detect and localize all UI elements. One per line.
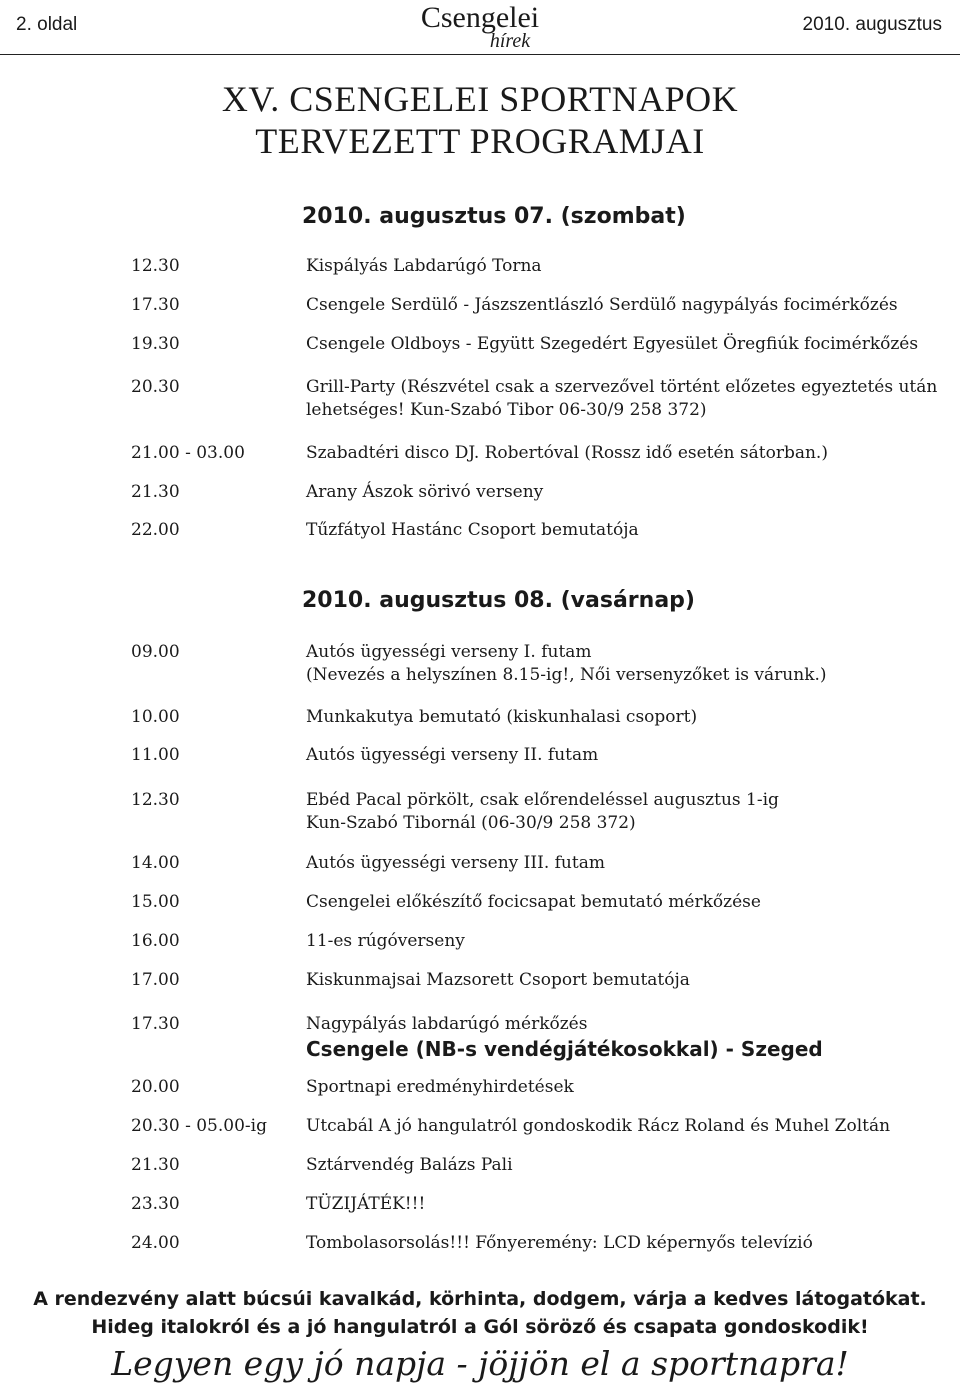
event-description <box>306 1013 936 1061</box>
event-description-line: Kiskunmajsai Mazsorett Csoport bemutatója <box>306 970 690 990</box>
event-description-line: Csengele Serdülő - Jászszentlászló Serdülő nagypályás focimérkőzés <box>306 295 898 315</box>
event-description-line: Ebéd Pacal pörkölt, csak előrendeléssel augusztus 1-ig <box>306 790 779 810</box>
event-description <box>306 969 936 992</box>
event-description <box>306 641 936 687</box>
issue-date: 2010. augusztus <box>802 14 942 35</box>
event-highlight: Csengele (NB-s vendégjátékosokkal) - Szeged <box>306 1037 823 1061</box>
event-description-line: Tűzfátyol Hastánc Csoport bemutatója <box>306 520 639 540</box>
event-description-line: Grill-Party (Részvétel csak a szervezővel történt előzetes egyeztetés után <box>306 377 938 397</box>
event-description <box>306 891 936 914</box>
event-time: 14.00 <box>131 853 180 873</box>
event-time: 17.30 <box>131 295 180 315</box>
event-description <box>306 1193 936 1216</box>
event-description <box>306 1154 936 1177</box>
event-description <box>306 333 936 356</box>
event-description <box>306 1076 936 1099</box>
event-description <box>306 481 936 504</box>
event-time: 21.30 <box>131 1155 180 1175</box>
event-description-line: Autós ügyességi verseny II. futam <box>306 745 599 765</box>
event-time: 20.00 <box>131 1077 180 1097</box>
footer-slogan: Legyen egy jó napja - jöjjön el a sportnapra! <box>111 1344 849 1383</box>
event-description <box>306 376 936 422</box>
event-time: 24.00 <box>131 1233 180 1253</box>
event-description-line: Kun-Szabó Tibornál (06-30/9 258 372) <box>306 813 636 833</box>
event-description-line: Munkakutya bemutató (kiskunhalasi csoport) <box>306 707 698 727</box>
event-description-line: 11-es rúgóverseny <box>306 931 465 951</box>
day-heading: 2010. augusztus 07. (szombat) <box>302 204 686 229</box>
event-time: 15.00 <box>131 892 180 912</box>
event-description <box>306 706 936 729</box>
event-description-line: TÜZIJÁTÉK!!! <box>306 1194 426 1214</box>
event-description <box>306 255 936 278</box>
footer-line-2: Hideg italokról és a jó hangulatról a Gól söröző és csapata gondoskodik! <box>91 1316 869 1338</box>
event-time: 11.00 <box>131 745 180 765</box>
event-description <box>306 519 936 542</box>
footer-line-1: A rendezvény alatt búcsúi kavalkád, körhinta, dodgem, várja a kedves látogatókat. <box>33 1288 927 1310</box>
event-description-line: (Nevezés a helyszínen 8.15-ig!, Női versenyzőket is várunk.) <box>306 665 827 685</box>
event-time: 23.30 <box>131 1194 180 1214</box>
event-time: 20.30 - 05.00-ig <box>131 1116 267 1136</box>
logo-subtitle: hírek <box>489 30 531 52</box>
event-description-line: Autós ügyességi verseny I. futam <box>306 642 592 662</box>
event-description-line: Sztárvendég Balázs Pali <box>306 1155 513 1175</box>
event-time: 20.30 <box>131 377 180 397</box>
title-line-1: XV. CSENGELEI SPORTNAPOK <box>221 79 739 119</box>
event-time: 17.30 <box>131 1014 180 1034</box>
event-time: 21.30 <box>131 482 180 502</box>
event-description-line: Arany Ászok sörivó verseny <box>306 482 544 502</box>
event-description <box>306 294 936 317</box>
event-description-line: Tombolasorsolás!!! Főnyeremény: LCD képernyős televízió <box>306 1233 813 1253</box>
title-line-2: TERVEZETT PROGRAMJAI <box>255 121 705 161</box>
event-description <box>306 1232 936 1255</box>
event-description-line: Kispályás Labdarúgó Torna <box>306 256 542 276</box>
event-description-line: Csengelei előkészítő focicsapat bemutató mérkőzése <box>306 892 761 912</box>
event-time: 22.00 <box>131 520 180 540</box>
event-time: 10.00 <box>131 707 180 727</box>
event-description <box>306 1115 936 1138</box>
day-heading: 2010. augusztus 08. (vasárnap) <box>302 588 695 613</box>
event-time: 12.30 <box>131 256 180 276</box>
event-description <box>306 852 936 875</box>
event-description <box>306 442 936 465</box>
event-time: 12.30 <box>131 790 180 810</box>
event-description-line: Utcabál A jó hangulatról gondoskodik Rácz Roland és Muhel Zoltán <box>306 1116 891 1136</box>
event-description <box>306 930 936 953</box>
event-description-line: Autós ügyességi verseny III. futam <box>306 853 605 873</box>
page-title <box>0 78 960 162</box>
event-time: 21.00 - 03.00 <box>131 443 245 463</box>
event-description-line: Nagypályás labdarúgó mérkőzés <box>306 1014 588 1034</box>
page-header <box>0 0 960 55</box>
page-number: 2. oldal <box>16 14 78 35</box>
event-description <box>306 789 936 835</box>
event-time: 19.30 <box>131 334 180 354</box>
event-description-line: Csengele Oldboys - Együtt Szegedért Egyesület Öregfiúk focimérkőzés <box>306 334 919 354</box>
event-time: 16.00 <box>131 931 180 951</box>
event-description-line: Szabadtéri disco DJ. Robertóval (Rossz idő esetén sátorban.) <box>306 443 828 463</box>
logo-title: Csengelei <box>420 1 540 34</box>
event-time: 09.00 <box>131 642 180 662</box>
event-description-line: Sportnapi eredményhirdetések <box>306 1077 574 1097</box>
event-time: 17.00 <box>131 970 180 990</box>
event-description <box>306 744 936 767</box>
event-description-line: lehetséges! Kun-Szabó Tibor 06-30/9 258 372) <box>306 400 707 420</box>
